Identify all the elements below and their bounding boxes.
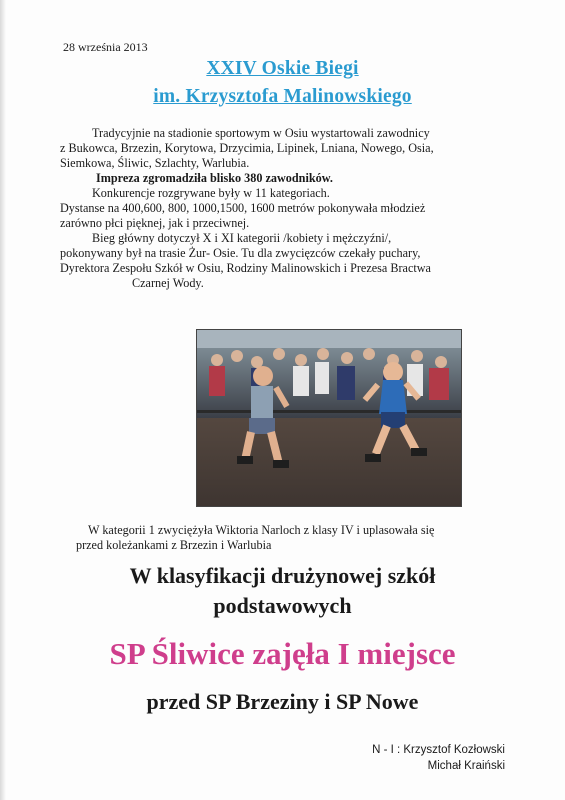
- paragraph-line: Czarnej Wody.: [132, 276, 204, 290]
- article-body: [60, 126, 520, 291]
- title-line-1: XXIV Oskie Biegi: [206, 58, 359, 79]
- signature-line-2: Michał Kraiński: [427, 760, 505, 772]
- paragraph-line: zarówno płci pięknej, jak i przeciwnej.: [60, 216, 250, 230]
- date: 28 września 2013: [63, 40, 148, 54]
- headline-line-1: W klasyfikacji drużynowej szkół: [129, 563, 436, 588]
- signature-line-1: N - I : Krzysztof Kozłowski: [372, 744, 505, 756]
- photo-caption: [76, 523, 508, 553]
- caption-line-1: W kategorii 1 zwyciężyła Wiktoria Narloch z klasy IV i uplasowała się: [88, 523, 435, 537]
- caption-line-2: przed koleżankami z Brzezin i Warlubia: [76, 538, 272, 552]
- runner-up-headline: przed SP Brzeziny i SP Nowe: [146, 689, 419, 714]
- headline-line-2: podstawowych: [213, 593, 352, 618]
- paragraph-line: Siemkowa, Śliwic, Szlachty, Warlubia.: [60, 156, 250, 170]
- paragraph-line: Bieg główny dotyczył X i XI kategorii /kobiety i mężczyźni/,: [92, 231, 392, 245]
- paragraph-line-bold: Impreza zgromadziła blisko 380 zawodników.: [96, 171, 333, 185]
- paragraph-line: pokonywany był na trasie Żur- Osie. Tu dla zwycięzców czekały puchary,: [60, 246, 421, 260]
- title-line-2: im. Krzysztofa Malinowskiego: [153, 86, 412, 107]
- paragraph-line: z Bukowca, Brzezin, Korytowa, Drzycimia, Lipinek, Lniana, Nowego, Osia,: [60, 141, 434, 155]
- page-edge-shadow: [0, 0, 6, 800]
- race-photo: [196, 329, 462, 507]
- paragraph-line: Tradycyjnie na stadionie sportowym w Osiu wystartowali zawodnicy: [92, 126, 430, 140]
- paragraph-line: Dyrektora Zespołu Szkół w Osiu, Rodziny Malinowskich i Prezesa Bractwa: [60, 261, 431, 275]
- paragraph-line: Konkurencje rozgrywane były w 11 kategoriach.: [92, 186, 330, 200]
- winner-headline: SP Śliwice zajęła I miejsce: [109, 636, 456, 671]
- paragraph-line: Dystanse na 400,600, 800, 1000,1500, 1600 metrów pokonywała młodzież: [60, 201, 426, 215]
